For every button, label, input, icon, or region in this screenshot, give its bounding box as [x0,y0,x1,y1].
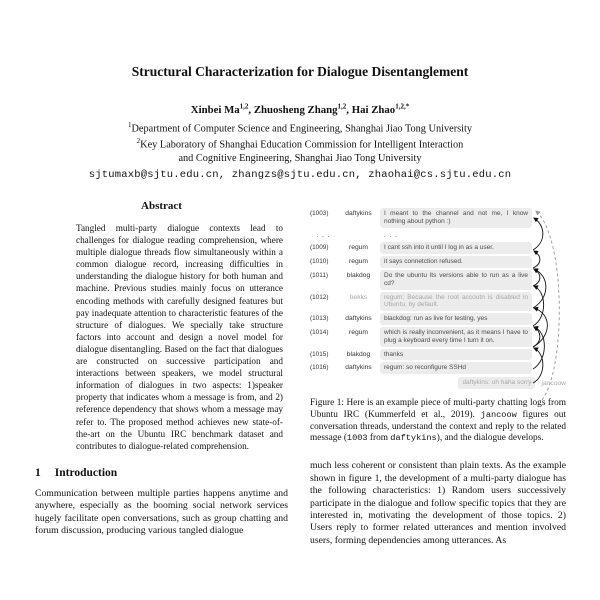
message-username: bekks [349,293,368,301]
message-bubble: I cant ssh into it until I log in as a user. [380,242,532,254]
dialogue-message-row [310,242,566,254]
message-id: (1011) [310,271,328,279]
dialogue-message-row [310,313,566,325]
message-username: daftykins [345,210,372,217]
dialogue-message-row [310,208,566,228]
message-bubble: thanks [380,349,532,361]
message-bubble: it says connetction refused. [380,256,532,268]
author: Hai Zhao$^{1,2,*}$ [351,102,410,116]
message-id: (1010) [310,258,329,266]
abstract-heading: Abstract [141,200,182,212]
affiliation-line: $^2$Key Laboratory of Shanghai Education Commission for Intelligent Interaction [136,137,464,151]
dialogue-message-row [310,230,566,242]
author: Zhuosheng Zhang$^{1,2}$, [253,102,352,116]
left-column [35,200,288,600]
dialogue-message-row [310,362,566,374]
message-id: (1012) [310,293,329,301]
reply-username: jancoow [541,379,566,387]
paper-title: Structural Characterization for Dialogue Disentanglement [131,64,469,79]
right-column [310,208,566,600]
dialogue-log [310,208,566,374]
reply-arrows [532,208,566,408]
author-line [0,102,600,116]
message-bubble: blackdog: run as live for testing, yes [380,313,532,325]
message-id: . . . [316,231,331,239]
continuation-paragraph: much less coherent or consistent than plain texts. As the example shown in figure 1, the development of a multi-party dialogue has the following characteristics: 1) Random users successively participate in the dialogue and follow specific topics that they are interested in, motivating the development of those topics. 2) Users reply to former related utterances and mention involved users, forming dependencies among utterances. As [310,460,566,546]
message-bubble: which is really inconvenient, as it means I have to plug a keyboard every time I turn it on. [380,327,532,347]
affiliation-line: $^1$Department of Computer Science and Engineering, Shanghai Jiao Tong University [127,120,473,135]
message-bubble: I meant to the channel and not me, I know nothing about python :) [380,208,532,228]
figure-1 [310,208,566,445]
author-emails: sjtumaxb@sjtu.edu.cn, zhangzs@sjtu.edu.cn, zhaohai@cs.sjtu.edu.cn [88,169,512,182]
message-id: (1013) [310,315,329,323]
message-username: regum [349,244,368,252]
dialogue-message-row [310,349,566,361]
paper-header [0,64,600,181]
message-username: blakdog [346,271,371,279]
message-username: regum [349,328,368,336]
dialogue-reply-row [310,377,566,389]
message-username: daftykins [345,364,372,372]
dialogue-message-row [310,270,566,290]
dialogue-message-row [310,292,566,312]
message-id: (1014) [310,328,329,336]
author: Xinbei Ma$^{1,2}$, [190,102,254,116]
dialogue-message-row [310,256,566,268]
message-id: (1003) [310,210,329,217]
message-username: blakdog [346,350,371,358]
section-heading-introduction: 1 Introduction [35,466,118,479]
message-bubble: . . . [384,231,399,239]
message-username: daftykins [345,315,372,323]
message-id: (1016) [310,364,329,372]
reply-bubble: daftykins: oh haha sorry [458,377,535,389]
message-username: regum [349,258,368,266]
message-bubble: Do the ubuntu lts versions able to run as a live cd? [380,270,532,290]
message-id: (1009) [310,244,329,252]
figure-caption: Figure 1: Here is an example piece of multi-party chatting logs from Ubuntu IRC (Kummerfeld et al., 2019). jancoow figures out conversation threads, understand the context and reply to the related message (1003 from daftykins), and the dialogue develops. [310,397,566,444]
message-bubble: regum: so reconfigure SSHd [380,362,532,374]
message-id: (1015) [310,350,329,358]
affiliation-line: and Cognitive Engineering, Shanghai Jiao Tong University [178,152,422,164]
message-bubble: regum: Because the root accoutn is disabled in Ubuntu, by default. [380,292,532,312]
introduction-paragraph: Communication between multiple parties happens anytime and anywhere, especially as the booming social network services hugely facilitate open conversations, such as group chatting and forum discussion, producing various tangled dialogue [35,487,288,537]
abstract-body: Tangled multi-party dialogue contexts lead to challenges for dialogue reading comprehension, where multiple dialogue threads flow simultaneously within a common dialogue record, increasing difficulties in understanding the dialogue history for both human and machine. Previous studies mainly focus on utterance encoding methods with carefully designed features but pay inadequate attention to characteristic features of the structure of dialogues. We specially take structure factors into account and design a novel model for dialogue disentangling. Based on the fact that dialogues are constructed on successive participation and interactions between speakers, we model structural information of dialogues in two aspects: 1)speaker property that indicates whom a message is from, and 2) reference dependency that shows whom a message may refer to. The proposed method achieves new state-of-the-art on the Ubuntu IRC benchmark dataset and contributes to dialogue-related comprehension. [76,223,283,451]
dialogue-message-row [310,327,566,347]
message-username [337,230,380,232]
